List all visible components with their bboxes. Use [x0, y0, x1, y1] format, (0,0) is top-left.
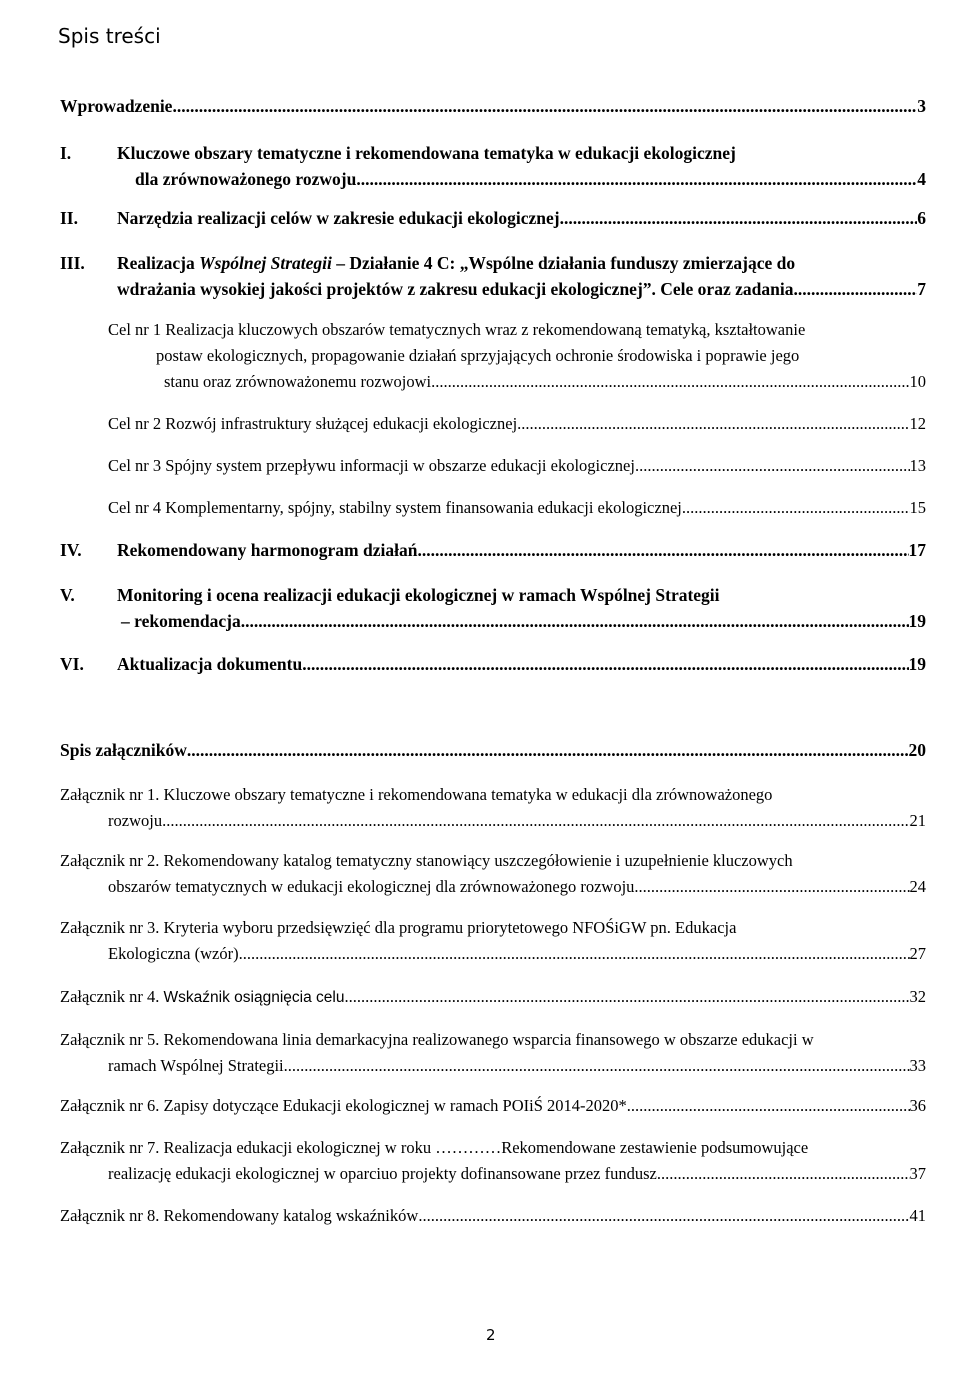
section-number: III.	[60, 253, 85, 273]
toc-page-number: 12	[909, 414, 926, 433]
dot-leader	[302, 654, 908, 675]
dot-leader	[172, 96, 917, 117]
toc-entry-text-cont: obszarów tematycznych w edukacji ekologicznej dla zrównoważonego rozwoju	[108, 877, 635, 896]
toc-entry-text-italic: Wspólnej Strategii	[199, 253, 332, 273]
toc-entry-section-1[interactable]	[60, 140, 926, 192]
toc-entry-text: Cel nr 1 Realizacja kluczowych obszarów tematycznych wraz z rekomendowaną tematyką, kształtowanie	[108, 320, 806, 339]
toc-entry-annex-3[interactable]	[60, 915, 926, 967]
toc-page-number: 33	[909, 1056, 926, 1075]
dot-leader	[356, 166, 917, 192]
dot-leader	[288, 1053, 910, 1079]
toc-entry-text-cont: – rekomendacja	[121, 611, 241, 631]
section-number: IV.	[60, 540, 82, 560]
toc-page-number: 32	[909, 987, 926, 1006]
dot-leader	[634, 874, 909, 900]
toc-page-number: 13	[909, 456, 926, 475]
toc-page-number: 21	[909, 811, 926, 830]
toc-entry-text-cont: ramach Wspólnej Strategii.	[108, 1056, 288, 1075]
toc-page-number: 19	[908, 611, 926, 631]
section-number: V.	[60, 585, 75, 605]
toc-entry-goal-3[interactable]	[108, 456, 926, 476]
toc-entry-text-cont: dla zrównoważonego rozwoju	[135, 169, 357, 189]
toc-entry-text-cont: postaw ekologicznych, propagowanie działań sprzyjających ochronie środowiska i poprawie jego	[156, 346, 800, 365]
dot-leader	[560, 208, 918, 229]
dot-leader	[418, 1206, 909, 1226]
toc-entry-goal-4[interactable]	[108, 498, 926, 518]
toc-entry-introduction[interactable]	[60, 96, 926, 117]
toc-page-number: 36	[909, 1096, 926, 1115]
toc-entry-annex-2[interactable]	[60, 848, 926, 900]
toc-entry-text: Cel nr 4 Komplementarny, spójny, stabilny system finansowania edukacji ekologicznej	[108, 498, 682, 517]
toc-entry-text-cont: wdrażania wysokiej jakości projektów z zakresu edukacji ekologicznej”. Cele oraz zadania.	[117, 279, 798, 299]
toc-entry-text: Aktualizacja dokumentu	[117, 654, 303, 674]
dot-leader	[657, 1161, 910, 1187]
toc-entry-annex-8[interactable]	[60, 1206, 926, 1226]
toc-entry-text-cont: realizację edukacji ekologicznej w oparciuo projekty dofinansowane przez fundusz	[108, 1164, 657, 1183]
toc-page-number: 10	[909, 372, 926, 391]
toc-entry-section-2[interactable]	[60, 208, 926, 234]
section-number: I.	[60, 143, 72, 163]
dot-leader	[162, 808, 909, 834]
toc-page-number: 24	[909, 877, 926, 896]
toc-entry-text: Cel nr 2 Rozwój infrastruktury służącej edukacji ekologicznej	[108, 414, 518, 433]
dot-leader	[682, 498, 910, 518]
page-number: 2	[486, 1326, 496, 1344]
toc-entry-annex-6[interactable]	[60, 1096, 926, 1116]
toc-entry-section-6[interactable]	[60, 654, 926, 680]
toc-entry-annex-list[interactable]	[60, 740, 926, 761]
toc-page-number: 7	[917, 279, 926, 299]
toc-entry-section-4[interactable]	[60, 540, 926, 566]
toc-entry-text: Załącznik nr 3. Kryteria wyboru przedsięwzięć dla programu priorytetowego NFOŚiGW pn. Edukacja	[60, 918, 737, 937]
toc-entry-annex-5[interactable]	[60, 1027, 926, 1079]
toc-entry-annex-4[interactable]	[60, 987, 926, 1007]
toc-page-number: 3	[917, 96, 926, 116]
toc-entry-text: Załącznik nr 6. Zapisy dotyczące Edukacji ekologicznej w ramach POIiŚ 2014-2020*	[60, 1096, 627, 1115]
toc-entry-text: Rekomendowany harmonogram działań	[117, 540, 418, 560]
toc-page-number: 6	[917, 208, 926, 228]
toc-page-number: 20	[908, 740, 926, 760]
dot-leader	[241, 608, 909, 634]
dot-leader	[435, 369, 909, 395]
toc-entry-section-5[interactable]	[60, 582, 926, 634]
toc-page-number: 4	[917, 169, 926, 189]
toc-entry-text-cont: rozwoju	[108, 811, 163, 830]
toc-page-number: 37	[909, 1164, 926, 1183]
toc-page-number: 17	[908, 540, 926, 560]
toc-entry-text: Wprowadzenie	[60, 96, 173, 116]
toc-entry-section-3[interactable]	[60, 250, 926, 302]
toc-entry-goal-1[interactable]	[108, 317, 926, 395]
dot-leader	[239, 941, 910, 967]
toc-entry-text: – Działanie 4 C: „Wspólne działania funduszy zmierzające do	[331, 253, 796, 273]
dot-leader	[635, 456, 910, 476]
toc-entry-text: Załącznik nr 1. Kluczowe obszary tematyczne i rekomendowana tematyka w edukacji dla zrównoważonego	[60, 785, 773, 804]
toc-entry-text-cont: Ekologiczna (wzór)	[108, 944, 239, 963]
toc-entry-text: Załącznik nr 7. Realizacja edukacji ekologicznej w roku …………Rekomendowane zestawienie podsumowujące	[60, 1138, 809, 1157]
toc-page-number: 41	[909, 1206, 926, 1225]
toc-entry-annex-7[interactable]	[60, 1135, 926, 1187]
toc-entry-text: Monitoring i ocena realizacji edukacji ekologicznej w ramach Wspólnej Strategii	[117, 585, 720, 605]
toc-page-number: 27	[909, 944, 926, 963]
toc-page-number: 15	[909, 498, 926, 517]
toc-entry-text: Załącznik nr 5. Rekomendowana linia demarkacyjna realizowanego wsparcia finansowego w obszarze edukacji w	[60, 1030, 814, 1049]
page-title: Spis treści	[58, 24, 161, 48]
toc-entry-text: Spis załączników	[60, 740, 187, 760]
section-number: II.	[60, 208, 78, 228]
toc-entry-goal-2[interactable]	[108, 414, 926, 434]
dot-leader	[798, 276, 917, 302]
toc-entry-text: Realizacja	[117, 253, 200, 273]
section-number: VI.	[60, 654, 84, 674]
toc-entry-text: Załącznik nr 2. Rekomendowany katalog tematyczny stanowiący uszczegółowienie i uzupełnienie kluczowych	[60, 851, 793, 870]
dot-leader	[344, 987, 909, 1007]
toc-entry-text-sans: Wskaźnik osiągnięcia celu	[163, 989, 345, 1006]
dot-leader	[187, 740, 909, 761]
toc-entry-text: Załącznik nr 4.	[60, 987, 164, 1006]
toc-entry-text: Załącznik nr 8. Rekomendowany katalog wskaźników	[60, 1206, 419, 1225]
toc-entry-text: Kluczowe obszary tematyczne i rekomendowana tematyka w edukacji ekologicznej	[117, 143, 736, 163]
toc-entry-annex-1[interactable]	[60, 782, 926, 834]
toc-entry-text: Narzędzia realizacji celów w zakresie edukacji ekologicznej	[117, 208, 560, 228]
toc-entry-text: Cel nr 3 Spójny system przepływu informacji w obszarze edukacji ekologicznej	[108, 456, 635, 475]
toc-entry-text-cont: stanu oraz zrównoważonemu rozwojowi.	[164, 372, 436, 391]
dot-leader	[627, 1096, 910, 1116]
dot-leader	[417, 540, 908, 561]
dot-leader	[517, 414, 909, 434]
toc-page-number: 19	[908, 654, 926, 674]
